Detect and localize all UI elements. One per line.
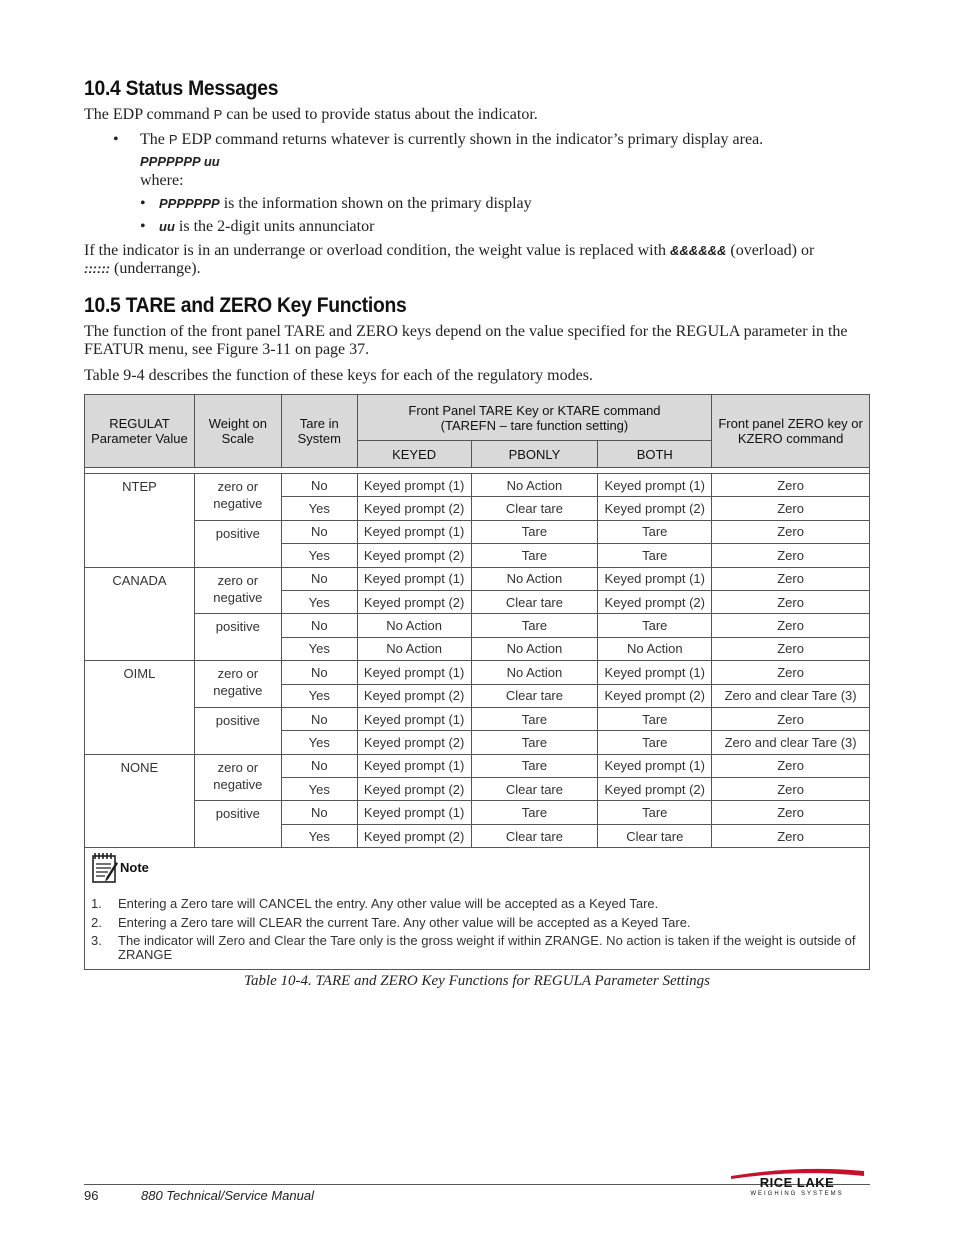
- tare-in-system-cell: Yes: [281, 731, 357, 754]
- bullet-text-end: EDP command returns whatever is currently shown in the indicator’s primary display area.: [177, 131, 764, 148]
- pbonly-cell: Tare: [471, 754, 598, 777]
- regula-mode-cell: CANADA: [85, 567, 195, 661]
- note-label: Note: [120, 859, 149, 875]
- logo-subtitle: WEIGHING SYSTEMS: [750, 1191, 844, 1197]
- both-cell: Tare: [598, 707, 712, 730]
- both-cell: Tare: [598, 614, 712, 637]
- keyed-cell: Keyed prompt (2): [357, 824, 471, 847]
- zero-key-cell: Zero and clear Tare (3): [712, 684, 870, 707]
- overload-code: &&&&&&: [670, 243, 727, 258]
- header-both: BOTH: [598, 441, 712, 468]
- both-cell: Tare: [598, 520, 712, 543]
- pbonly-cell: Clear tare: [471, 684, 598, 707]
- tare-in-system-cell: No: [281, 614, 357, 637]
- weight-cell: zero or negative: [194, 754, 281, 801]
- header-zero-key: Front panel ZERO key or KZERO command: [712, 395, 870, 468]
- keyed-cell: No Action: [357, 614, 471, 637]
- both-cell: Keyed prompt (2): [598, 590, 712, 613]
- tare-in-system-cell: No: [281, 567, 357, 590]
- tare-in-system-cell: No: [281, 707, 357, 730]
- pbonly-cell: Tare: [471, 544, 598, 567]
- table-caption: Table 10-4. TARE and ZERO Key Functions for REGULA Parameter Settings: [244, 973, 710, 989]
- sub2-text: is the 2-digit units annunciator: [174, 218, 375, 235]
- note-text: The indicator will Zero and Clear the Tare only is the gross weight if within ZRANGE. No action is taken if the weight is outside of ZRANGE: [118, 933, 856, 962]
- intro-text-end: can be used to provide status about the indicator.: [222, 106, 538, 123]
- both-cell: Keyed prompt (2): [598, 684, 712, 707]
- table-row: [85, 520, 870, 543]
- underrange-code: ::::::: [84, 261, 110, 276]
- weight-cell: zero or negative: [194, 474, 281, 521]
- range-text: If the indicator is in an underrange or overload condition, the weight value is replaced with: [84, 242, 671, 259]
- both-cell: Tare: [598, 801, 712, 824]
- pbonly-cell: Tare: [471, 731, 598, 754]
- zero-key-cell: Zero: [712, 801, 870, 824]
- pbonly-cell: Clear tare: [471, 778, 598, 801]
- both-cell: Keyed prompt (1): [598, 661, 712, 684]
- rice-lake-logo: [728, 1167, 866, 1197]
- header-tare: Tare in System: [281, 395, 357, 468]
- both-cell: Tare: [598, 731, 712, 754]
- tare-in-system-cell: Yes: [281, 497, 357, 520]
- note-header: [91, 850, 149, 884]
- zero-key-cell: Zero: [712, 520, 870, 543]
- pbonly-cell: No Action: [471, 474, 598, 497]
- table-row: [85, 707, 870, 730]
- zero-key-cell: Zero and clear Tare (3): [712, 731, 870, 754]
- tare-in-system-cell: Yes: [281, 824, 357, 847]
- pbonly-cell: Clear tare: [471, 590, 598, 613]
- bullet-code: P: [168, 132, 178, 147]
- note-number: 2.: [91, 915, 102, 930]
- table-row: [85, 801, 870, 824]
- range-text-mid: (overload) or: [726, 242, 815, 259]
- regula-mode-cell: NTEP: [85, 474, 195, 568]
- keyed-cell: Keyed prompt (2): [357, 590, 471, 613]
- keyed-cell: Keyed prompt (1): [357, 661, 471, 684]
- weight-cell: positive: [194, 520, 281, 567]
- header-weight: Weight on Scale: [194, 395, 281, 468]
- sub-bullet-marker: •: [140, 218, 146, 235]
- rice-lake-logo-graphic: [728, 1167, 866, 1197]
- keyed-cell: Keyed prompt (2): [357, 731, 471, 754]
- both-cell: Tare: [598, 544, 712, 567]
- header-front-panel-tare: [357, 395, 711, 441]
- format-string: PPPPPPP uu: [140, 154, 220, 169]
- weight-cell: positive: [194, 707, 281, 754]
- tare-in-system-cell: Yes: [281, 684, 357, 707]
- zero-key-cell: Zero: [712, 474, 870, 497]
- zero-key-cell: Zero: [712, 707, 870, 730]
- both-cell: No Action: [598, 637, 712, 660]
- keyed-cell: Keyed prompt (2): [357, 778, 471, 801]
- bullet-marker: •: [113, 131, 119, 148]
- sub1-code: PPPPPPP: [159, 196, 220, 211]
- weight-cell: zero or negative: [194, 567, 281, 614]
- zero-key-cell: Zero: [712, 497, 870, 520]
- tare-in-system-cell: No: [281, 661, 357, 684]
- keyed-cell: Keyed prompt (1): [357, 801, 471, 824]
- note-pad-icon: [91, 850, 119, 884]
- keyed-cell: Keyed prompt (2): [357, 684, 471, 707]
- sub-bullet-primary: [159, 195, 859, 213]
- zero-key-cell: Zero: [712, 590, 870, 613]
- keyed-cell: Keyed prompt (1): [357, 474, 471, 497]
- keyed-cell: Keyed prompt (1): [357, 520, 471, 543]
- tare-in-system-cell: No: [281, 474, 357, 497]
- note-number: 1.: [91, 896, 102, 911]
- header-keyed: KEYED: [357, 441, 471, 468]
- tare-in-system-cell: Yes: [281, 637, 357, 660]
- intro-code: P: [213, 107, 223, 122]
- regula-mode-cell: OIML: [85, 661, 195, 755]
- overload-underrange-paragraph: [84, 242, 884, 278]
- sub-bullet-units: [159, 218, 859, 236]
- pbonly-cell: Tare: [471, 707, 598, 730]
- note-text: Entering a Zero tare will CLEAR the current Tare. Any other value will be accepted as a Keyed Tare.: [118, 915, 691, 930]
- zero-key-cell: Zero: [712, 637, 870, 660]
- keyed-cell: Keyed prompt (2): [357, 544, 471, 567]
- note-item: [91, 916, 865, 930]
- zero-key-cell: Zero: [712, 661, 870, 684]
- zero-key-cell: Zero: [712, 544, 870, 567]
- pbonly-cell: Clear tare: [471, 497, 598, 520]
- both-cell: Keyed prompt (1): [598, 567, 712, 590]
- pbonly-cell: No Action: [471, 567, 598, 590]
- zero-key-cell: Zero: [712, 614, 870, 637]
- intro-text: The EDP command: [84, 106, 214, 123]
- table-row: [85, 567, 870, 590]
- both-cell: Clear tare: [598, 824, 712, 847]
- keyed-cell: No Action: [357, 637, 471, 660]
- sub2-code: uu: [159, 219, 175, 234]
- range-text-end: (underrange).: [109, 260, 201, 277]
- table-row: [85, 474, 870, 497]
- weight-cell: zero or negative: [194, 661, 281, 708]
- table-notes: [84, 843, 870, 970]
- pbonly-cell: Clear tare: [471, 824, 598, 847]
- tare-zero-table: [84, 394, 870, 848]
- tare-in-system-cell: Yes: [281, 778, 357, 801]
- table-row: [85, 614, 870, 637]
- note-number: 3.: [91, 933, 102, 948]
- zero-key-cell: Zero: [712, 778, 870, 801]
- pbonly-cell: No Action: [471, 637, 598, 660]
- bullet-text: The: [140, 131, 169, 148]
- where-label: where:: [140, 172, 184, 189]
- tare-in-system-cell: No: [281, 754, 357, 777]
- table-row: [85, 754, 870, 777]
- pbonly-cell: Tare: [471, 614, 598, 637]
- tare-in-system-cell: No: [281, 801, 357, 824]
- sub1-text: is the information shown on the primary display: [219, 195, 532, 212]
- page-number: 96: [84, 1188, 99, 1203]
- both-cell: Keyed prompt (2): [598, 497, 712, 520]
- sub-bullet-marker: •: [140, 195, 146, 212]
- zero-key-cell: Zero: [712, 567, 870, 590]
- tare-zero-intro: The function of the front panel TARE and ZERO keys depend on the value specified for the REGULA parameter in the FEATUR menu, see Figure 3-11 on page 37.: [84, 323, 848, 358]
- keyed-cell: Keyed prompt (1): [357, 754, 471, 777]
- weight-cell: positive: [194, 614, 281, 661]
- keyed-cell: Keyed prompt (1): [357, 707, 471, 730]
- weight-cell: positive: [194, 801, 281, 848]
- pbonly-cell: Tare: [471, 801, 598, 824]
- header-pbonly: PBONLY: [471, 441, 598, 468]
- tare-in-system-cell: Yes: [281, 544, 357, 567]
- manual-title: 880 Technical/Service Manual: [141, 1188, 314, 1203]
- note-item: [91, 897, 865, 911]
- zero-key-cell: Zero: [712, 824, 870, 847]
- header-front-panel-line1: Front Panel TARE Key or KTARE command: [408, 402, 661, 418]
- tare-in-system-cell: Yes: [281, 590, 357, 613]
- keyed-cell: Keyed prompt (1): [357, 567, 471, 590]
- note-item: [91, 934, 865, 962]
- keyed-cell: Keyed prompt (2): [357, 497, 471, 520]
- section-heading-status-messages: 10.4 Status Messages: [84, 77, 279, 100]
- header-regulat: REGULAT Parameter Value: [85, 395, 195, 468]
- both-cell: Keyed prompt (1): [598, 754, 712, 777]
- regula-mode-cell: NONE: [85, 754, 195, 848]
- header-front-panel-line2: (TAREFN – tare function setting): [440, 417, 629, 433]
- both-cell: Keyed prompt (1): [598, 474, 712, 497]
- status-intro: [84, 106, 874, 124]
- both-cell: Keyed prompt (2): [598, 778, 712, 801]
- pbonly-cell: No Action: [471, 661, 598, 684]
- bullet-p-command: [140, 131, 880, 149]
- zero-key-cell: Zero: [712, 754, 870, 777]
- note-text: Entering a Zero tare will CANCEL the entry. Any other value will be accepted as a Keyed Tare.: [118, 896, 659, 911]
- section-heading-tare-zero: 10.5 TARE and ZERO Key Functions: [84, 294, 407, 317]
- pbonly-cell: Tare: [471, 520, 598, 543]
- logo-wordmark: RICE LAKE: [759, 1175, 835, 1190]
- table-row: [85, 661, 870, 684]
- tare-in-system-cell: No: [281, 520, 357, 543]
- table-reference: Table 9-4 describes the function of these keys for each of the regulatory modes.: [84, 367, 593, 384]
